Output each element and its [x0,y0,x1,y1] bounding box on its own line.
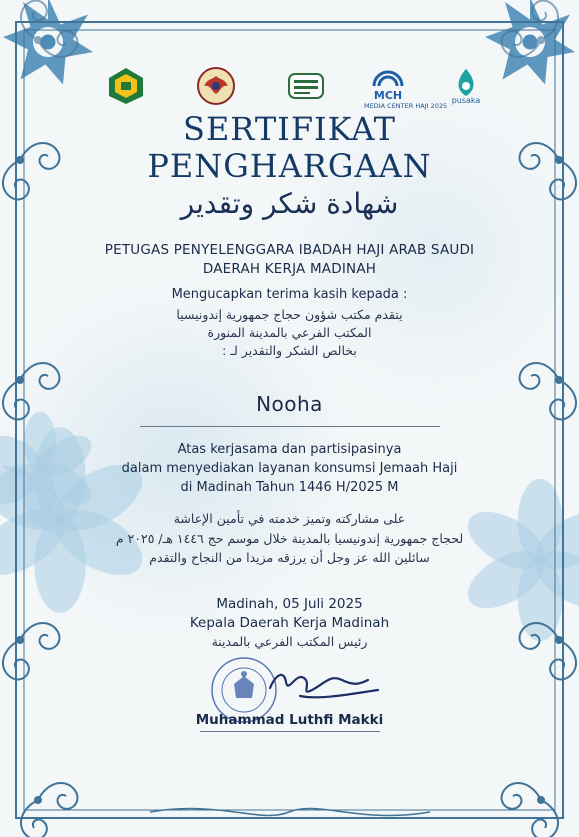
haji-ramah-lansia-logo [286,66,326,106]
body-arabic-line-3: سائلين الله عز وجل أن يرزقه مزيدا من النجاح والتقدم [149,550,430,565]
signer-name-underline [200,731,380,732]
body-indonesian-line-2: dalam menyediakan layanan konsumsi Jemaah Haji [121,461,458,476]
body-arabic-line-1: على مشاركته وتميز خدمته في تأمين الإعاشة [173,511,406,526]
certificate-title-line-2: PENGHARGAAN [147,147,432,185]
signature-position: Kepala Daerah Kerja Madinah [189,615,390,631]
star-ornament-top-right [485,0,575,85]
thanks-indonesian: Mengucapkan terima kasih kepada : [171,287,408,302]
thanks-arabic-line-1: يتقدم مكتب شؤون حجاج جمهورية إندونيسيا [176,307,403,322]
mch-logo [364,66,448,110]
body-indonesian-line-1: Atas kerjasama dan partisipasinya [177,442,402,457]
recipient-name: Nooha [256,392,323,416]
signer-name: Muhammad Luthfi Makki [195,712,384,728]
garuda-emblem-logo [196,66,236,106]
signature-scribble [270,675,378,697]
kemenag-logo [106,66,146,106]
mch-logo-caption: MEDIA CENTER HAJI 2025 [364,102,448,110]
signature-position-arabic: رئيس المكتب الفرعي بالمدينة [211,634,368,649]
certificate-title-line-1: SERTIFIKAT [183,110,396,148]
signature-place-date: Madinah, 05 Juli 2025 [216,596,363,612]
body-arabic-line-2: لحجاج جمهورية إندونيسيا بالمدينة خلال موسم حج ١٤٤٦ هـ/ ٢٠٢٥ م [115,531,464,546]
svg-text:MCH: MCH [373,89,403,102]
organizer-line-2: DAERAH KERJA MADINAH [202,261,377,277]
pusaka-logo [446,66,486,106]
thanks-arabic-line-3: بخالص الشكر والتقدير لـ : [222,343,357,358]
recipient-name-underline [140,426,440,427]
certificate-title-arabic: شهادة شكر وتقدير [180,187,399,220]
body-indonesian-line-3: di Madinah Tahun 1446 H/2025 M [180,480,399,495]
thanks-arabic-line-2: المكتب الفرعي بالمدينة المنورة [207,325,372,340]
organizer-line-1: PETUGAS PENYELENGGARA IBADAH HAJI ARAB SAUDI [104,242,475,258]
pusaka-logo-caption: pusaka [451,96,481,105]
